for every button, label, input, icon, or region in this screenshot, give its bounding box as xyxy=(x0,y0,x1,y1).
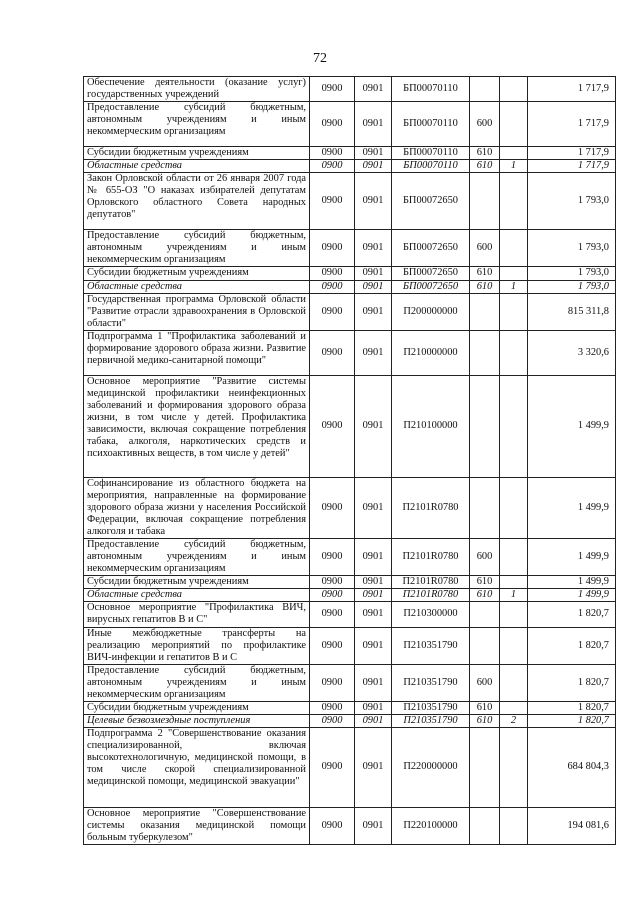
row-name: Софинансирование из областного бюджета на мероприятия, направленные на формирование здорового образа жизни у населения Российской Федерации, включая сокращение потребления алкоголя и табака xyxy=(84,477,310,538)
cell-target-article: П200000000 xyxy=(392,293,470,330)
cell-expense-type xyxy=(470,808,500,845)
cell-source-code: 1 xyxy=(500,280,528,293)
cell-expense-type: 610 xyxy=(470,701,500,714)
cell-ved-code: 0900 xyxy=(310,330,355,375)
table-row xyxy=(84,147,616,160)
cell-source-code xyxy=(500,539,528,576)
table-row xyxy=(84,173,616,230)
cell-source-code xyxy=(500,701,528,714)
cell-amount: 1 820,7 xyxy=(528,664,616,701)
row-name: Субсидии бюджетным учреждениям xyxy=(84,701,310,714)
table-row xyxy=(84,330,616,375)
cell-section-code: 0901 xyxy=(355,160,392,173)
cell-section-code: 0901 xyxy=(355,728,392,808)
table-row xyxy=(84,576,616,589)
cell-expense-type: 610 xyxy=(470,589,500,602)
cell-amount: 1 793,0 xyxy=(528,280,616,293)
cell-ved-code: 0900 xyxy=(310,293,355,330)
cell-section-code: 0901 xyxy=(355,330,392,375)
cell-section-code: 0901 xyxy=(355,589,392,602)
cell-target-article: БП00070110 xyxy=(392,102,470,147)
row-name: Обеспечение деятельности (оказание услуг) государственных учреждений xyxy=(84,77,310,102)
table-row xyxy=(84,102,616,147)
cell-section-code: 0901 xyxy=(355,77,392,102)
row-name: Областные средства xyxy=(84,160,310,173)
row-name: Областные средства xyxy=(84,589,310,602)
cell-amount: 1 820,7 xyxy=(528,602,616,627)
cell-target-article: П210000000 xyxy=(392,330,470,375)
cell-section-code: 0901 xyxy=(355,477,392,538)
cell-ved-code: 0900 xyxy=(310,576,355,589)
cell-expense-type xyxy=(470,293,500,330)
cell-target-article: БП00072650 xyxy=(392,280,470,293)
table-row xyxy=(84,602,616,627)
page-number: 72 xyxy=(313,51,327,66)
cell-ved-code: 0900 xyxy=(310,701,355,714)
cell-expense-type xyxy=(470,375,500,477)
table-row xyxy=(84,375,616,477)
cell-section-code: 0901 xyxy=(355,375,392,477)
cell-ved-code: 0900 xyxy=(310,714,355,727)
cell-target-article: БП00070110 xyxy=(392,77,470,102)
cell-ved-code: 0900 xyxy=(310,267,355,280)
cell-amount: 1 793,0 xyxy=(528,173,616,230)
cell-expense-type xyxy=(470,77,500,102)
cell-source-code xyxy=(500,728,528,808)
row-name: Субсидии бюджетным учреждениям xyxy=(84,147,310,160)
row-name: Основное мероприятие "Профилактика ВИЧ, вирусных гепатитов В и С" xyxy=(84,602,310,627)
row-name: Основное мероприятие "Совершенствование системы оказания медицинской помощи больным туберкулезом" xyxy=(84,808,310,845)
row-name: Субсидии бюджетным учреждениям xyxy=(84,267,310,280)
cell-section-code: 0901 xyxy=(355,102,392,147)
cell-section-code: 0901 xyxy=(355,173,392,230)
cell-target-article: П220100000 xyxy=(392,808,470,845)
cell-ved-code: 0900 xyxy=(310,160,355,173)
budget-table xyxy=(83,76,616,845)
row-name: Предоставление субсидий бюджетным, автономным учреждениям и иным некоммерческим организациям xyxy=(84,664,310,701)
cell-ved-code: 0900 xyxy=(310,539,355,576)
cell-section-code: 0901 xyxy=(355,714,392,727)
row-name: Подпрограмма 2 "Совершенствование оказания специализированной, включая высокотехнологичную, медицинской помощи, в том числе скорой специализированной медицинской помощи, медицинской эвакуации" xyxy=(84,728,310,808)
cell-target-article: П210300000 xyxy=(392,602,470,627)
row-name: Иные межбюджетные трансферты на реализацию мероприятий по профилактике ВИЧ-инфекции и гепатитов В и С xyxy=(84,627,310,664)
cell-amount: 1 717,9 xyxy=(528,102,616,147)
cell-section-code: 0901 xyxy=(355,602,392,627)
cell-section-code: 0901 xyxy=(355,539,392,576)
cell-expense-type: 600 xyxy=(470,102,500,147)
cell-source-code: 1 xyxy=(500,589,528,602)
table-row xyxy=(84,77,616,102)
cell-source-code xyxy=(500,808,528,845)
cell-ved-code: 0900 xyxy=(310,728,355,808)
cell-expense-type xyxy=(470,602,500,627)
table-row xyxy=(84,267,616,280)
cell-ved-code: 0900 xyxy=(310,147,355,160)
row-name: Основное мероприятие "Развитие системы медицинской профилактики неинфекционных заболеваний и формирования здорового образа жизни, в том числе у детей. Профилактика зависимости, включая сокращение потребления табака, алкоголя, наркотических средств и психоактивных веществ, в том числе у детей" xyxy=(84,375,310,477)
cell-expense-type: 610 xyxy=(470,714,500,727)
cell-source-code xyxy=(500,330,528,375)
cell-section-code: 0901 xyxy=(355,664,392,701)
cell-amount: 1 499,9 xyxy=(528,375,616,477)
cell-source-code xyxy=(500,173,528,230)
row-name: Государственная программа Орловской области "Развитие отрасли здравоохранения в Орловской области" xyxy=(84,293,310,330)
cell-ved-code: 0900 xyxy=(310,173,355,230)
cell-expense-type: 610 xyxy=(470,267,500,280)
cell-amount: 194 081,6 xyxy=(528,808,616,845)
cell-amount: 1 820,7 xyxy=(528,714,616,727)
table-row xyxy=(84,230,616,267)
table-row xyxy=(84,589,616,602)
cell-source-code xyxy=(500,375,528,477)
cell-expense-type xyxy=(470,477,500,538)
table-row xyxy=(84,477,616,538)
cell-ved-code: 0900 xyxy=(310,102,355,147)
cell-ved-code: 0900 xyxy=(310,375,355,477)
cell-source-code xyxy=(500,293,528,330)
cell-expense-type: 600 xyxy=(470,539,500,576)
cell-ved-code: 0900 xyxy=(310,477,355,538)
cell-target-article: П210351790 xyxy=(392,701,470,714)
cell-target-article: П210351790 xyxy=(392,627,470,664)
row-name: Предоставление субсидий бюджетным, автономным учреждениям и иным некоммерческим организациям xyxy=(84,230,310,267)
cell-amount: 1 499,9 xyxy=(528,576,616,589)
cell-section-code: 0901 xyxy=(355,808,392,845)
cell-amount: 1 820,7 xyxy=(528,627,616,664)
cell-target-article: БП00072650 xyxy=(392,173,470,230)
table-row xyxy=(84,160,616,173)
cell-ved-code: 0900 xyxy=(310,664,355,701)
cell-expense-type xyxy=(470,173,500,230)
cell-target-article: П2101R0780 xyxy=(392,477,470,538)
cell-expense-type: 610 xyxy=(470,147,500,160)
cell-amount: 1 793,0 xyxy=(528,267,616,280)
cell-target-article: БП00070110 xyxy=(392,147,470,160)
cell-expense-type: 600 xyxy=(470,664,500,701)
cell-expense-type xyxy=(470,330,500,375)
cell-source-code xyxy=(500,576,528,589)
cell-ved-code: 0900 xyxy=(310,627,355,664)
cell-ved-code: 0900 xyxy=(310,77,355,102)
cell-amount: 815 311,8 xyxy=(528,293,616,330)
cell-source-code xyxy=(500,77,528,102)
cell-section-code: 0901 xyxy=(355,576,392,589)
table-row xyxy=(84,664,616,701)
cell-source-code xyxy=(500,664,528,701)
cell-amount: 1 499,9 xyxy=(528,539,616,576)
cell-target-article: П2101R0780 xyxy=(392,539,470,576)
cell-section-code: 0901 xyxy=(355,280,392,293)
cell-expense-type: 600 xyxy=(470,230,500,267)
cell-amount: 684 804,3 xyxy=(528,728,616,808)
table-row xyxy=(84,808,616,845)
cell-amount: 1 499,9 xyxy=(528,589,616,602)
cell-source-code xyxy=(500,267,528,280)
row-name: Областные средства xyxy=(84,280,310,293)
cell-expense-type xyxy=(470,728,500,808)
cell-expense-type: 610 xyxy=(470,160,500,173)
cell-section-code: 0901 xyxy=(355,293,392,330)
cell-section-code: 0901 xyxy=(355,230,392,267)
cell-section-code: 0901 xyxy=(355,627,392,664)
cell-expense-type: 610 xyxy=(470,280,500,293)
cell-amount: 3 320,6 xyxy=(528,330,616,375)
cell-source-code xyxy=(500,627,528,664)
cell-source-code xyxy=(500,230,528,267)
cell-amount: 1 717,9 xyxy=(528,160,616,173)
cell-target-article: П2101R0780 xyxy=(392,576,470,589)
cell-ved-code: 0900 xyxy=(310,602,355,627)
cell-amount: 1 820,7 xyxy=(528,701,616,714)
table-row xyxy=(84,728,616,808)
cell-target-article: П220000000 xyxy=(392,728,470,808)
cell-ved-code: 0900 xyxy=(310,280,355,293)
cell-source-code xyxy=(500,147,528,160)
cell-source-code xyxy=(500,102,528,147)
cell-source-code xyxy=(500,477,528,538)
cell-ved-code: 0900 xyxy=(310,808,355,845)
table-row xyxy=(84,293,616,330)
cell-target-article: П210100000 xyxy=(392,375,470,477)
cell-amount: 1 717,9 xyxy=(528,77,616,102)
table-row xyxy=(84,280,616,293)
cell-target-article: БП00072650 xyxy=(392,230,470,267)
row-name: Предоставление субсидий бюджетным, автономным учреждениям и иным некоммерческим организациям xyxy=(84,102,310,147)
row-name: Закон Орловской области от 26 января 2007 года № 655-ОЗ "О наказах избирателей депутатам Орловского областного Совета народных депутатов" xyxy=(84,173,310,230)
cell-ved-code: 0900 xyxy=(310,230,355,267)
row-name: Подпрограмма 1 "Профилактика заболеваний и формирование здорового образа жизни. Развитие первичной медико-санитарной помощи" xyxy=(84,330,310,375)
row-name: Целевые безвозмездные поступления xyxy=(84,714,310,727)
row-name: Предоставление субсидий бюджетным, автономным учреждениям и иным некоммерческим организациям xyxy=(84,539,310,576)
cell-target-article: П210351790 xyxy=(392,714,470,727)
cell-amount: 1 717,9 xyxy=(528,147,616,160)
cell-target-article: БП00070110 xyxy=(392,160,470,173)
table-row xyxy=(84,714,616,727)
cell-expense-type xyxy=(470,627,500,664)
table-row xyxy=(84,701,616,714)
cell-target-article: П2101R0780 xyxy=(392,589,470,602)
cell-amount: 1 499,9 xyxy=(528,477,616,538)
cell-expense-type: 610 xyxy=(470,576,500,589)
table-row xyxy=(84,539,616,576)
cell-target-article: П210351790 xyxy=(392,664,470,701)
cell-section-code: 0901 xyxy=(355,267,392,280)
table-row xyxy=(84,627,616,664)
cell-section-code: 0901 xyxy=(355,701,392,714)
cell-source-code: 1 xyxy=(500,160,528,173)
row-name: Субсидии бюджетным учреждениям xyxy=(84,576,310,589)
cell-source-code xyxy=(500,602,528,627)
cell-source-code: 2 xyxy=(500,714,528,727)
cell-amount: 1 793,0 xyxy=(528,230,616,267)
cell-target-article: БП00072650 xyxy=(392,267,470,280)
cell-section-code: 0901 xyxy=(355,147,392,160)
cell-ved-code: 0900 xyxy=(310,589,355,602)
